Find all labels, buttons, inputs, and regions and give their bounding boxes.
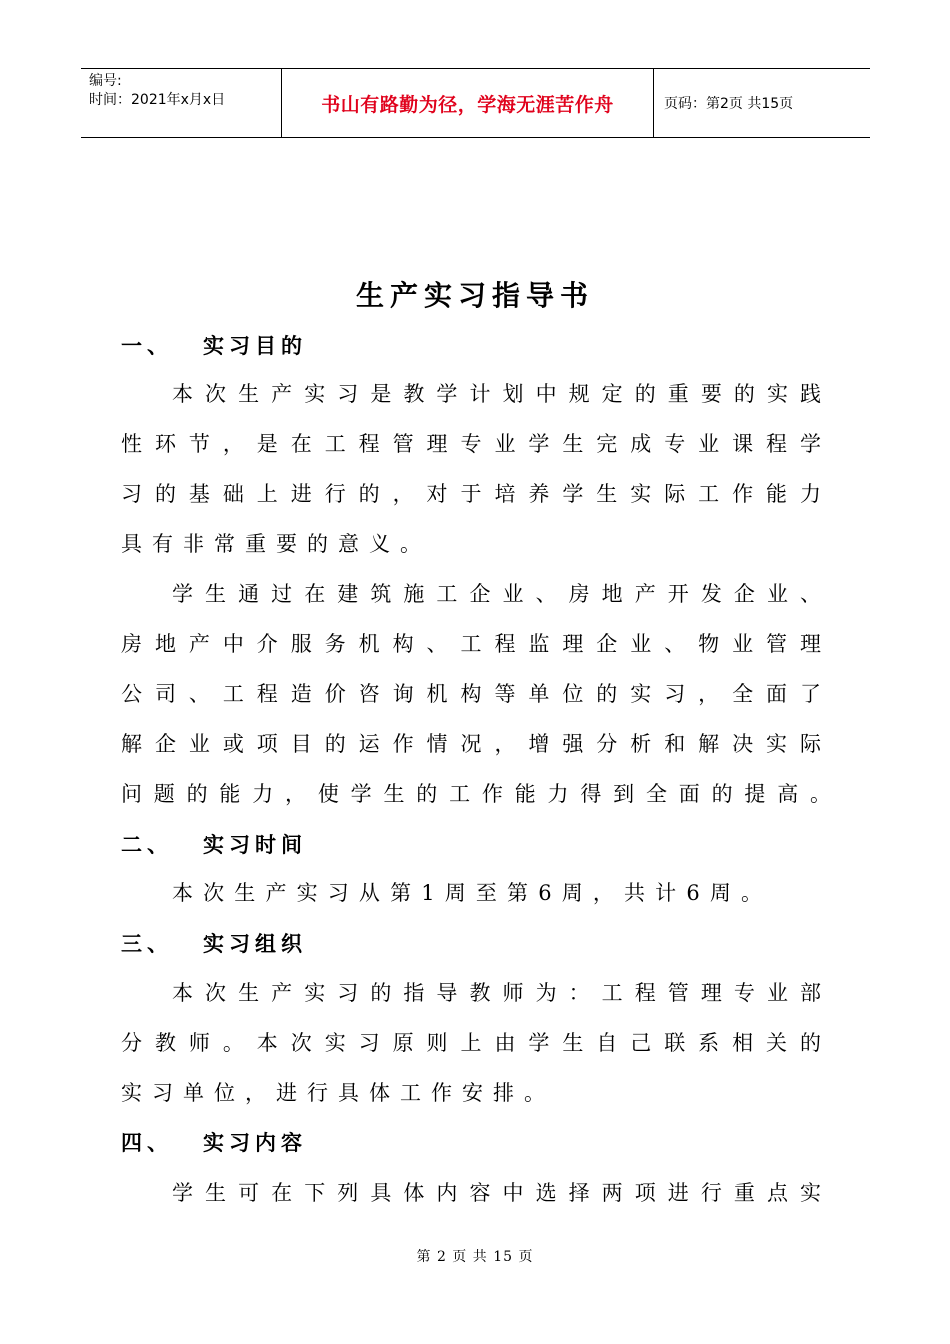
paragraph-line: 本次生产实习是教学计划中规定的重要的实践 xyxy=(172,382,821,406)
section-number: 二、 xyxy=(121,832,173,857)
section-title: 实习目的 xyxy=(203,333,307,358)
paragraph-line: 问题的能力，使学生的工作能力得到全面的提高。 xyxy=(121,782,831,806)
section-number: 四、 xyxy=(121,1130,173,1155)
paragraph-line: 习的基础上进行的，对于培养学生实际工作能力 xyxy=(121,482,821,506)
section-heading-4 xyxy=(121,1127,307,1157)
section-title: 实习时间 xyxy=(203,832,307,857)
page-header xyxy=(81,68,870,138)
header-number-label: 编号: xyxy=(89,73,122,89)
paragraph-line: 学生可在下列具体内容中选择两项进行重点实 xyxy=(172,1181,821,1205)
header-page-info: 页码：第2页 共15页 xyxy=(664,96,794,112)
page-footer: 第 2 页 共 15 页 xyxy=(416,1249,534,1265)
section-number: 三、 xyxy=(121,931,173,956)
paragraph-line: 具有非常重要的意义。 xyxy=(121,532,431,556)
section-title: 实习内容 xyxy=(203,1130,307,1155)
document-title: 生产实习指导书 xyxy=(355,279,594,312)
header-motto: 书山有路勤为径，学海无涯苦作舟 xyxy=(321,93,614,116)
section-heading-3 xyxy=(121,928,307,958)
paragraph-line: 公司、工程造价咨询机构等单位的实习，全面了 xyxy=(121,682,821,706)
paragraph-line: 性环节，是在工程管理专业学生完成专业课程学 xyxy=(121,432,821,456)
paragraph-line: 解企业或项目的运作情况，增强分析和解决实际 xyxy=(121,732,821,756)
paragraph-line: 学生通过在建筑施工企业、房地产开发企业、 xyxy=(172,582,821,606)
paragraph-line: 实习单位，进行具体工作安排。 xyxy=(121,1081,555,1105)
section-heading-1 xyxy=(121,330,307,360)
header-date: 时间：2021年x月x日 xyxy=(89,92,226,108)
paragraph-line: 分教师。本次实习原则上由学生自己联系相关的 xyxy=(121,1031,821,1055)
paragraph-line: 本次生产实习从第1周至第6周，共计6周。 xyxy=(172,881,762,905)
paragraph-line: 房地产中介服务机构、工程监理企业、物业管理 xyxy=(121,632,821,656)
header-meta-cell xyxy=(81,69,281,137)
section-number: 一、 xyxy=(121,333,173,358)
paragraph-line: 本次生产实习的指导教师为：工程管理专业部 xyxy=(172,981,821,1005)
section-title: 实习组织 xyxy=(203,931,307,956)
section-heading-2 xyxy=(121,829,307,859)
